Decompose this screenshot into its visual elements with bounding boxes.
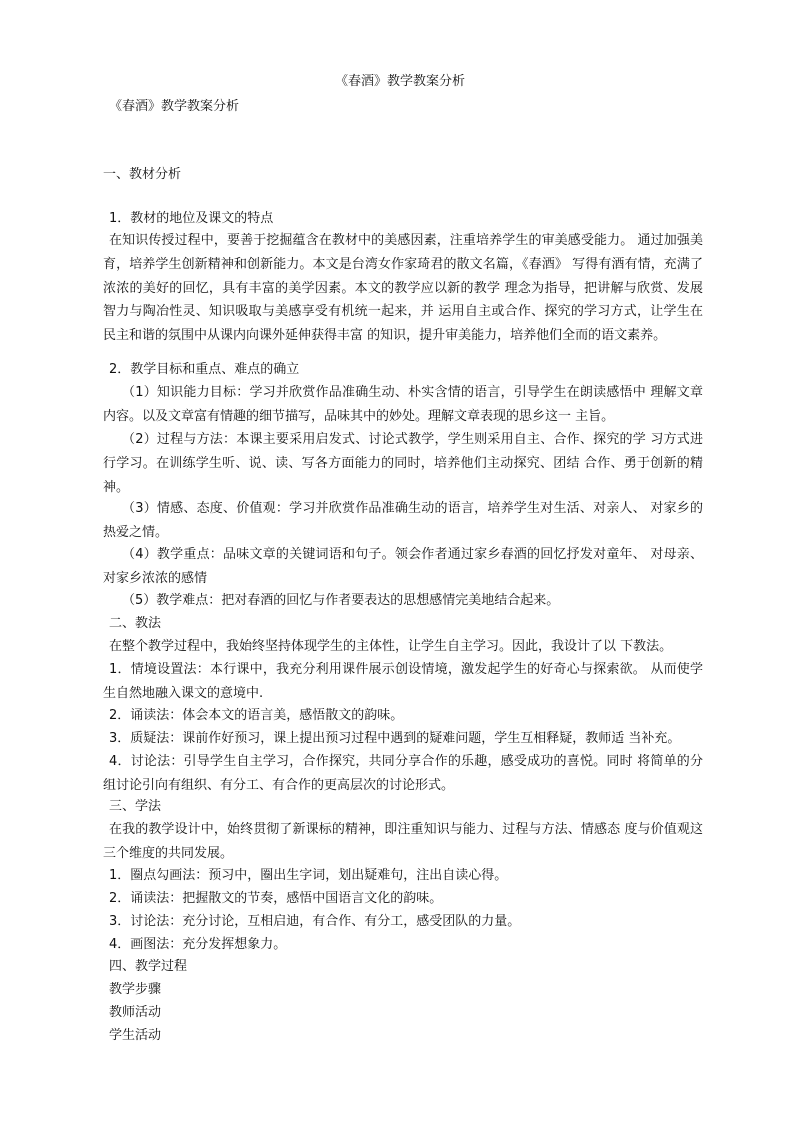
- paragraph: （2）过程与方法：本课主要采用启发式、讨论式教学，学生则采用自主、合作、探究的学 习方式进行学习。在训练学生听、说、读、写各方面能力的同时，培养他们主动探究、团结 合作、勇于创新的精神。: [103, 432, 703, 495]
- paragraph: 1．情境设置法：本行课中，我充分利用课件展示创设情境，激发起学生的好奇心与探索欲。 从而使学生自然地融入课文的意境中.: [103, 662, 703, 701]
- paragraph: 2．诵读法：把握散文的节奏，感悟中国语言文化的韵味。: [109, 891, 443, 906]
- paragraph: （3）情感、态度、价值观：学习并欣赏作品准确生动的语言，培养学生对生活、对亲人、 对家乡的热爱之情。: [103, 501, 703, 540]
- subsection-heading: 1．教材的地位及课文的特点: [109, 211, 274, 226]
- doc-subtitle: 《春酒》教学教案分析: [109, 99, 240, 114]
- paragraph: 4．画图法：充分发挥想象力。: [109, 937, 287, 952]
- paragraph: 在整个教学过程中，我始终坚持体现学生的主体性，让学生自主学习。因此，我设计了以 下教法。: [109, 639, 673, 654]
- paragraph: （1）知识能力目标：学习并欣赏作品准确生动、朴实含情的语言，引导学生在朗读感悟中 理解文章内容。以及文章富有情趣的细节描写，品味其中的妙处。理解文章表现的思乡这一 主旨。: [103, 385, 703, 424]
- page-title: 《春酒》教学教案分析: [334, 74, 465, 89]
- section-heading-teaching-methods: 二、教法: [109, 616, 162, 631]
- section-heading-teaching-process: 四、教学过程: [109, 959, 188, 974]
- paragraph: （5）教学难点：把对春酒的回忆与作者要表达的思想感情完美地结合起来。: [122, 593, 560, 608]
- paragraph: （4）教学重点：品味文章的关键词语和句子。领会作者通过家乡春酒的回忆抒发对童年、 对母亲、对家乡浓浓的感情: [103, 547, 703, 586]
- paragraph: 在知识传授过程中，要善于挖掘蕴含在教材中的美感因素，注重培养学生的审美感受能力。 通过加强美育，培养学生创新精神和创新能力。本文是台湾女作家琦君的散文名篇，《春酒》 写得有酒有情，充满了浓浓的美好的回忆，具有丰富的美学因素。本文的教学应以新的教学 理念为指导，把讲解与欣赏、发展智力与陶冶性灵、知识吸取与美感享受有机统一起来，并 运用自主或合作、探究的学习方式，让学生在民主和谐的氛围中从课内向课外延伸获得丰富 的知识，提升审美能力，培养他们全而的语文素养。: [103, 233, 703, 344]
- list-item: 学生活动: [109, 1028, 162, 1043]
- list-item: 教师活动: [109, 1005, 162, 1020]
- subsection-heading: 2．教学目标和重点、难点的确立: [109, 362, 300, 377]
- paragraph: 2．诵读法：体会本文的语言美，感悟散文的韵味。: [109, 708, 404, 723]
- paragraph: 3．质疑法：课前作好预习，课上提出预习过程中遇到的疑难问题，学生互相释疑，教师适 当补充。: [109, 731, 681, 746]
- paragraph: 4．讨论法：引导学生自主学习，合作探究，共同分享合作的乐趣，感受成功的喜悦。同时 将简单的分组讨论引向有组织、有分工、有合作的更高层次的讨论形式。: [103, 754, 703, 793]
- paragraph: 1．圈点勾画法：预习中，圈出生字词，划出疑难句，注出自读心得。: [109, 868, 508, 883]
- paragraph: 在我的教学设计中，始终贯彻了新课标的精神，即注重知识与能力、过程与方法、情感态 度与价值观这三个维度的共同发展。: [103, 822, 703, 861]
- section-heading-textbook-analysis: 一、教材分析: [103, 167, 182, 182]
- list-item: 教学步骤: [109, 982, 162, 997]
- section-heading-learning-methods: 三、学法: [109, 799, 162, 814]
- paragraph: 3．讨论法：充分讨论，互相启迪，有合作、有分工，感受团队的力量。: [109, 914, 521, 929]
